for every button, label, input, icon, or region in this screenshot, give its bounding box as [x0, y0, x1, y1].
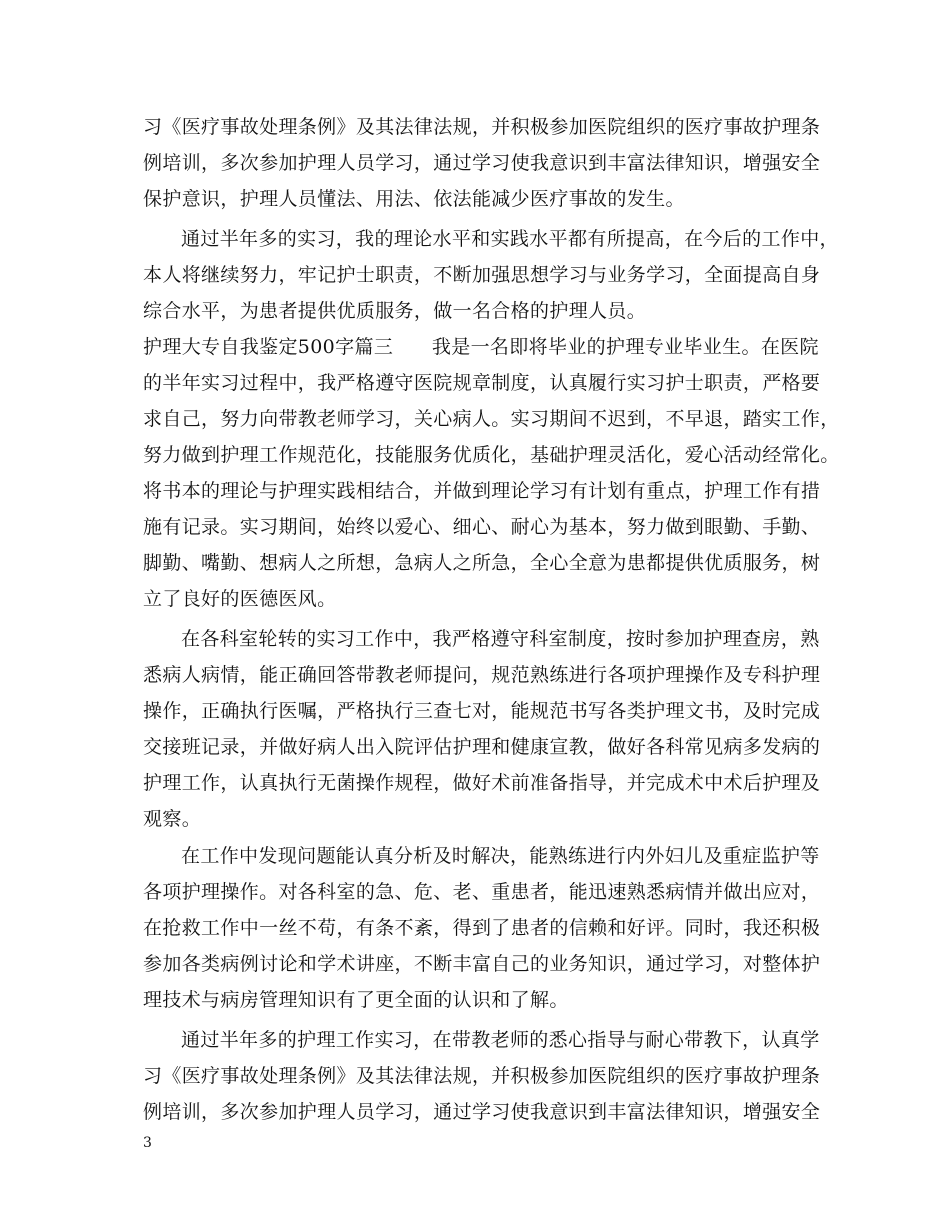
text-line: 护理工作，认真执行无菌操作规程，做好术前准备指导，并完成术中术后护理及 [143, 772, 821, 794]
text-line: 例培训，多次参加护理人员学习，通过学习使我意识到丰富法律知识，增强安全 [143, 1101, 821, 1123]
paragraph-first-line: 通过半年多的实习，我的理论水平和实践水平都有所提高，在今后的工作中， [181, 228, 839, 250]
text-line: 在抢救工作中一丝不苟，有条不紊，得到了患者的信赖和好评。同时，我还积极 [143, 917, 821, 939]
text-line: 求自己，努力向带教老师学习，关心病人。实习期间不迟到，不早退，踏实工作， [143, 408, 840, 430]
text-line: 将书本的理论与护理实践相结合，并做到理论学习有计划有重点，护理工作有措 [143, 480, 821, 502]
section-heading-line: 护理大专自我鉴定500字篇三 我是一名即将毕业的护理专业毕业生。在医院 [143, 336, 819, 358]
text-line: 综合水平，为患者提供优质服务，做一名合格的护理人员。 [143, 300, 647, 322]
text-line: 参加各类病例讨论和学术讲座，不断丰富自己的业务知识，通过学习，对整体护 [143, 953, 821, 975]
text-line: 理技术与病房管理知识有了更全面的认识和了解。 [143, 989, 569, 1011]
text-line: 保护意识，护理人员懂法、用法、依法能减少医疗事故的发生。 [143, 188, 685, 210]
text-line: 各项护理操作。对各科室的急、危、老、重患者，能迅速熟悉病情并做出应对， [143, 881, 821, 903]
text-line: 施有记录。实习期间，始终以爱心、细心、耐心为基本，努力做到眼勤、手勤、 [143, 516, 821, 538]
text-line: 悉病人病情，能正确回答带教老师提问，规范熟练进行各项护理操作及专科护理 [143, 664, 821, 686]
text-line: 努力做到护理工作规范化，技能服务优质化，基础护理灵活化，爱心活动经常化。 [143, 444, 840, 466]
text-line: 立了良好的医德医风。 [143, 588, 337, 610]
text-line: 交接班记录，并做好病人出入院评估护理和健康宣教，做好各科常见病多发病的 [143, 736, 821, 758]
text-line: 本人将继续努力，牢记护士职责，不断加强思想学习与业务学习，全面提高自身 [143, 264, 821, 286]
text-line: 操作，正确执行医嘱，严格执行三查七对，能规范书写各类护理文书，及时完成 [143, 700, 821, 722]
paragraph-first-line: 通过半年多的护理工作实习，在带教老师的悉心指导与耐心带教下，认真学 [181, 1029, 820, 1051]
page-number: 3 [143, 1135, 152, 1151]
paragraph-first-line: 在各科室轮转的实习工作中，我严格遵守科室制度，按时参加护理查房，熟 [181, 628, 820, 650]
text-line: 例培训，多次参加护理人员学习，通过学习使我意识到丰富法律知识，增强安全 [143, 152, 821, 174]
text-line: 习《医疗事故处理条例》及其法律法规，并积极参加医院组织的医疗事故护理条 [143, 1065, 821, 1087]
text-line: 观察。 [143, 808, 202, 830]
text-line: 的半年实习过程中，我严格遵守医院规章制度，认真履行实习护士职责，严格要 [143, 372, 821, 394]
text-line: 脚勤、嘴勤、想病人之所想，急病人之所急，全心全意为患都提供优质服务，树 [143, 552, 821, 574]
paragraph-first-line: 在工作中发现问题能认真分析及时解决，能熟练进行内外妇儿及重症监护等 [181, 845, 820, 867]
text-line: 习《医疗事故处理条例》及其法律法规，并积极参加医院组织的医疗事故护理条 [143, 116, 821, 138]
